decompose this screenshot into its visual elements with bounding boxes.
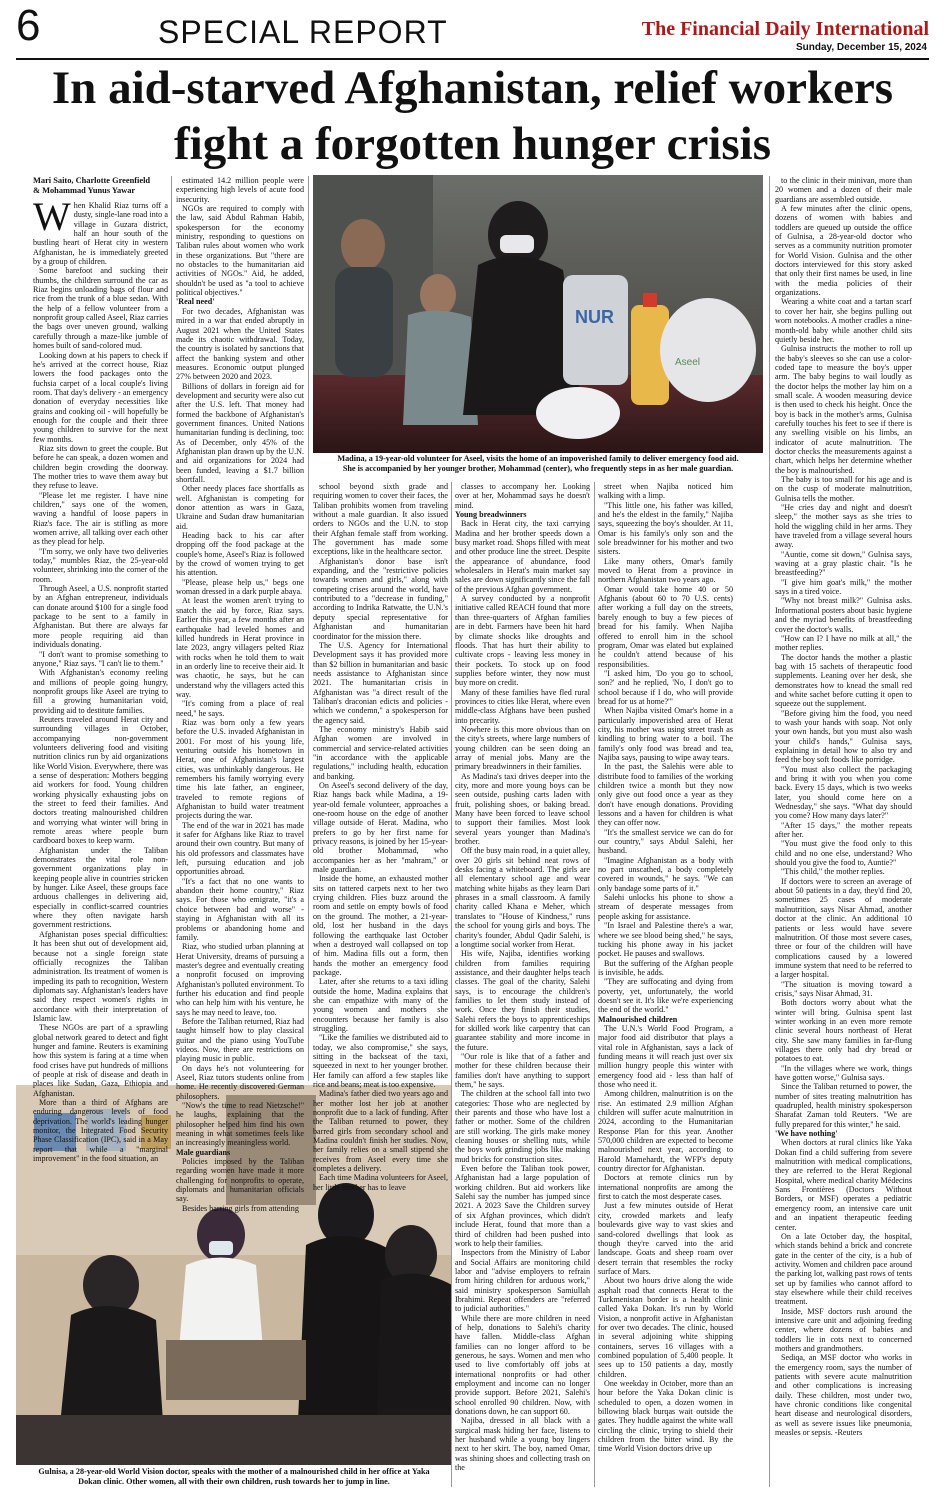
- article-column-4: [455, 482, 590, 1487]
- article-column-3: [313, 482, 448, 1192]
- caption-top-line-2: She is accompanied by her younger brother, Mohammad (center), who frequently steps in as her male guardian.: [342, 463, 734, 473]
- headline-line-2: fight a forgotten hunger crisis: [173, 118, 772, 170]
- paragraph: A few minutes after the clinic opens, dozens of women with babies and toddlers are queued up outside the office of Gulnisa, a 28-year-old doctor who serves as a community nutrition promoter for World Vision. Gulnisa and the other doctors interviewed for this story asked that only their first names be used, in line with the media policies of their organizations.: [775, 204, 912, 298]
- paragraph: school beyond sixth grade and requiring women to cover their faces, the Taliban prohibits women from traveling without a male guardian. It also issued orders to NGOs and the U.N. to stop their Afghan female staff from working. The government has made some exceptions, like in the healthcare sector.: [313, 482, 448, 557]
- paragraph: These NGOs are part of a sprawling global network geared to detect and fight hunger and famine. Reuters is examining how this system is faring at a time when food crises have put hundreds of millions of people at risk of disease and death in places like Sudan, Gaza, Ethiopia and Afghanistan.: [33, 1023, 168, 1098]
- paragraph: Gulnisa instructs the mother to roll up the baby's sleeves so she can use a color-coded tape to measure the boy's upper arm. The baby begins to wail loudly as the doctor helps the mother lay him on a small scale. A wooden measuring device is then used to check his height. Once the boy is back in the mother's arms, Gulnisa carefully touches his feet to see if there is any swelling visible on his limbs, an indicator of acute malnutrition. The doctor checks the measurements against a chart, which helps her determine whether the boy is malnourished.: [775, 344, 912, 475]
- paragraph: "It's coming from a place of real need," he says.: [176, 699, 304, 718]
- paragraph: "Our role is like that of a father and mother for these children because their families don't have anything to support them," he says.: [455, 1051, 590, 1089]
- byline: [33, 176, 168, 196]
- paragraph: The end of the war in 2021 has made it safer for Afghans like Riaz to travel around their own country. But many of his old professors and classmates have left, pursuing education and job opportunities abroad.: [176, 820, 304, 877]
- paragraph: But the suffering of the Afghan people is invisible, he adds.: [598, 958, 733, 977]
- photo-madina-family: [313, 175, 763, 453]
- paragraph: Back in Herat city, the taxi carrying Madina and her brother speeds down a busy market road. Shops filled with meat and other produce line the street. Despite the appearance of abundance, food wholesalers in Herat's main market say sales are down significantly since the fall of the previous Afghan government.: [455, 519, 590, 594]
- paragraph: A survey conducted by a nonprofit initiative called REACH found that more than three-quarters of Afghan families are in debt. Farmers have been hit hard by climate shocks like droughts and floods. That has hurt their ability to cultivate crops - leaving less money in their pockets. To stock up on food supplies before winter, they now must buy more on credit.: [455, 594, 590, 688]
- paragraph: Just a few minutes outside of Herat city, crowded markets and leafy boulevards give way to vast skies and sand-colored dwellings that look as though they're carved into the arid landscape. Goats and sheep roam over desert terrain that resembles the rocky surface of Mars.: [598, 1201, 733, 1276]
- masthead: [0, 0, 945, 62]
- paragraph: Through Aseel, a U.S. nonprofit started by an Afghan entrepreneur, individuals can donate around $100 for a single food package to be sent to a family in Afghanistan. But there are always far more people requiring aid than individuals donating.: [33, 584, 168, 650]
- paragraph: Off the busy main road, in a quiet alley, over 20 girls sit behind neat rows of desks facing a whiteboard. The girls are all elementary school age and wear matching white hijabs as they learn Dari phrases in a small classroom. A family charity called Khana e Meher, which translates to "House of Kindness," runs the school for young girls and boys. The charity's founder, Abdul Qadir Salehi, is a longtime social worker from Herat.: [455, 846, 590, 949]
- subheading: Young breadwinners: [455, 510, 527, 520]
- headline: [0, 60, 945, 172]
- paragraph: For two decades, Afghanistan was mired in a war that ended abruptly in August 2021 when the United States made its chaotic withdrawal. Today, the country is isolated by sanctions that affect the banking system and other measures. Economic output plunged 27% between 2020 and 2023.: [176, 306, 304, 382]
- paragraph: Besides barring girls from attending: [182, 1203, 299, 1213]
- paragraph: Doctors at remote clinics run by international nonprofits are among the first to catch the most desperate cases.: [598, 1173, 733, 1202]
- paragraph: When Najiba visited Omar's home in a particularly impoverished area of Herat city, his mother was using street trash as kindling to bring water to a boil. The family's only food was bread and tea, Najiba says, pausing to wipe away tears.: [598, 706, 733, 762]
- column-divider: [769, 176, 770, 1487]
- paragraph: Looking down at his papers to check if he's arrived at the correct house, Riaz lowers the food packages onto the fuchsia carpet of a local couple's living room. That day's delivery - an emergency donation of everyday necessities like grains and cooking oil - will hopefully be enough for the couple and their three young children to survive for the next few months.: [33, 350, 168, 444]
- paragraph: "You must give the food only to this child and no one else, understand? Who should you give the food to, Auntie?": [775, 839, 912, 868]
- article-column-2: [176, 176, 304, 1213]
- paragraph: The economy ministry's Habib said Afghan women are involved in commercial and service-related activities "in accordance with the applicable regulations," including health, education and banking.: [313, 724, 448, 781]
- paragraph: On a late October day, the hospital, which stands behind a brick and concrete gate in the center of the city, is a hub of activity. Women and children pace around the parking lot, walking past rows of tents set up by families who cannot afford to stay elsewhere while their child receives treatment.: [775, 1231, 912, 1307]
- paragraph: As Madina's taxi drives deeper into the city, more and more young boys can be seen outside, pushing carts laden with fruit, polishing shoes, or baking bread. Many have been forced to leave school to support their families. Most look several years younger than Madina's brother.: [455, 771, 590, 847]
- paragraph: When doctors at rural clinics like Yaka Dokan find a child suffering from severe malnutrition with medical complications, they are referred to the Herat Regional Hospital, where medical charity Médecins Sans Frontières (Doctors Without Borders, or MSF) operates a pediatric emergency room, an intensive care unit and an inpatient therapeutic feeding center.: [775, 1138, 912, 1232]
- subheading: 'We have nothing': [775, 1129, 838, 1139]
- paragraph: With Afghanistan's economy reeling and millions of people going hungry, nonprofit groups like Aseel are trying to fill a growing humanitarian void, providing aid to destitute families.: [33, 668, 168, 715]
- paragraph: Policies imposed by the Taliban regarding women have made it more challenging for nonprofits to operate, diplomats and humanitarian officials say.: [176, 1157, 304, 1204]
- paragraph: Salehi unlocks his phone to show a stream of desperate messages from people asking for assistance.: [598, 893, 733, 921]
- paragraph: Riaz, who studied urban planning at Herat University, dreams of pursuing a master's degree and eventually creating a nonprofit focused on improving Afghanistan's polluted environment. To further his education and find people who can help him with his venture, he says he may need to leave, too.: [176, 942, 304, 1017]
- paragraph: "Imagine Afghanistan as a body with no part unscathed, a body completely covered in wounds," he says. "We can only bandage some parts of it.": [598, 855, 733, 893]
- paragraph: When Khalid Riaz turns off a dusty, single-lane road into a village in Guzara district, half an hour south of the bustling heart of Herat city in western Afghanistan, he is immediately greeted by a group of children.: [33, 194, 168, 267]
- paragraph: On days he's not volunteering for Aseel, Riaz tutors students online from home. He recently discovered German philosophers.: [176, 1063, 304, 1101]
- paragraph: Inside, MSF doctors rush around the intensive care unit and adjoining feeding center, where dozens of babies and toddlers lie in cots next to concerned mothers and grandmothers.: [775, 1306, 912, 1353]
- article-column-6: [775, 176, 912, 1487]
- photo-caption-top: [310, 454, 766, 473]
- photo-caption-bottom: [14, 1467, 454, 1486]
- subheading: Malnourished children: [598, 1014, 678, 1024]
- paragraph: "In Israel and Palestine there's a war, where we see blood being shed," he says, tucking his phone away in his jacket pocket. He pauses and swallows.: [598, 921, 733, 959]
- paragraph: "You must also collect the packaging and bring it with you when you come back. Every 15 days, which is two weeks later, you should come here on a Wednesday," she says. "What day should you come? How many days later?": [775, 764, 912, 821]
- paragraph: "Why not breast milk?" Gulnisa asks. Informational posters about basic hygiene and the myriad benefits of breastfeeding cover the doctor's walls.: [775, 596, 912, 634]
- paragraph: The baby is too small for his age and is on the cusp of moderate malnutrition, Gulnisa tells the mother.: [775, 475, 912, 503]
- paragraph: While there are more children in need of help, donations to Salehi's charity have fallen. Middle-class Afghan families can no longer afford to be generous, he says. Women and men who used to live comfortably off jobs at international nonprofits or had other employment and income can no longer provide support. Before 2021, Salehi's school enrolled 90 children. Now, with donations down, he can support 60.: [455, 1313, 590, 1417]
- paragraph: His wife, Najiba, identifies working children from families requiring assistance, and their daughter helps teach classes. The goal of the charity, Salehi says, is to encourage the children's families to let them study instead of work. Once they finish their studies, Salehi refers the boys to apprenticeships for skilled work like carpentry that can guarantee stability and more income in the future.: [455, 949, 590, 1052]
- paragraph: Since the Taliban returned to power, the number of sites treating malnutrition has quadrupled, health ministry spokesperson Sharafat Zaman told Reuters. "We are fully prepared for this winter," he said.: [775, 1082, 912, 1129]
- paragraph: street when Najiba noticed him walking with a limp.: [598, 482, 733, 501]
- subheading: Male guardians: [176, 1147, 231, 1157]
- paragraph: "I asked him, 'Do you go to school, son?' and he replied, 'No, I don't go to school because if I do, who will provide bread for us at home?'": [598, 668, 733, 706]
- article-column-5: [598, 482, 733, 1487]
- paragraph: "Like the families we distributed aid to today, we also compromise," she says, sitting in the backseat of the taxi, squeezed in next to her younger brother. Her family can afford a few staples like rice and beans; meat is too expensive.: [313, 1033, 448, 1089]
- photo-illustration: [313, 175, 763, 453]
- paragraph: Among children, malnutrition is on the rise. An estimated 2.9 million Afghan children will suffer acute malnutrition in 2024, according to the Humanitarian Response Plan for this year. Another 570,000 children are expected to become malnourished next year, according to Harold Mamehardt, the WFP's deputy country director for Afghanistan.: [598, 1089, 733, 1174]
- paragraph: "I'm sorry, we only have two deliveries today," mumbles Riaz, the 25-year-old volunteer, shrinking into the corner of the room.: [33, 546, 168, 584]
- byline-line-1: Mari Saito, Charlotte Greenfield: [33, 176, 151, 185]
- paragraph: Billions of dollars in foreign aid for development and security were also cut after the U.S. left. That money had formed the backbone of Afghanistan's government finances. United Nations humanitarian funding is declining, too: As of December, only 45% of the Afghanistan plan drawn up by the U.N. and aid organizations for 2024 had been funded, leaving a $1.7 billion shortfall.: [176, 381, 304, 484]
- paragraph: Riaz was born only a few years before the U.S. invaded Afghanistan in 2001. For most of his young life, venturing outside his hometown in Herat, one of Afghanistan's largest cities, was unthinkably dangerous. He remembers his family worrying every time his late father, an engineer, traveled to remote regions of Afghanistan to build water treatment projects during the war.: [176, 717, 304, 821]
- paragraph: Many of these families have fled rural provinces to cities like Herat, where even middle-class Afghans have been pushed into precarity.: [455, 687, 590, 725]
- paragraph: "It's a fact that no one wants to abandon their home country," Riaz says. For those who emigrate, "it's a choice between bad and worse" - staying in Afghanistan with all its problems or abandoning home and family.: [176, 876, 304, 942]
- caption-top-line-1: Madina, a 19-year-old volunteer for Aseel, visits the home of an impoverished family to deliver emergency food aid.: [337, 454, 739, 463]
- paragraph: "It's the smallest service we can do for our country," says Abdul Salehi, her husband.: [598, 827, 733, 856]
- paragraph: "In the villages where we work, things have gotten worse," Gulnisa says.: [775, 1063, 912, 1082]
- paragraph: "I give him goat's milk," the mother says in a tired voice.: [775, 577, 912, 597]
- newspaper-name: The Financial Daily International: [641, 18, 929, 40]
- headline-line-1: In aid-starved Afghanistan, relief workers: [51, 62, 894, 114]
- sack-label: NUR: [575, 307, 614, 327]
- paragraph: classes to accompany her. Looking over at her, Mohammad says he doesn't mind.: [455, 482, 590, 510]
- paragraph: Later, after she returns to a taxi idling outside the home, Madina explains that she can empathize with many of the young women and mothers she encounters because her family is also struggling.: [313, 977, 448, 1033]
- column-divider: [451, 482, 452, 1487]
- caption-bottom-line-2: Dokan clinic. Other women, all with their own children, rush towards her to jump in line.: [78, 1476, 390, 1486]
- paragraph: "He cries day and night and doesn't sleep," the mother says as she tries to hold the wiggling child in her arms. They have traveled from a village several hours away.: [775, 503, 912, 550]
- paragraph: Afghanistan under the Taliban demonstrates the vital role non-government organizations play in keeping people alive in countries stricken by hunger. Like Aseel, these groups face arduous challenges in delivering aid, especially in conflict-scarred countries where they often navigate harsh government restrictions.: [33, 845, 168, 930]
- paragraph: "This little one, his father was killed, and he's the eldest in the family," Najiba says, squeezing the boy's shoulder. At 11, Omar is his family's only son and the sole breadwinner for his mother and two sisters.: [598, 500, 733, 557]
- paragraph: to the clinic in their minivan, more than 20 women and a dozen of their male guardians are assembled outside.: [775, 176, 912, 204]
- issue-date: Sunday, December 15, 2024: [796, 42, 927, 53]
- column-divider: [171, 176, 172, 1081]
- paragraph: The U.S. Agency for International Development says it has provided more than $2 billion in humanitarian and basic needs assistance to Afghanistan since 2021. The humanitarian crisis in Afghanistan was "a direct result of the Taliban's draconian edicts and policies - which we condemn," a spokesperson for the agency said.: [313, 640, 448, 725]
- paragraph: The doctor hands the mother a plastic bag with 15 sachets of therapeutic food supplements. Leaning over her desk, she demonstrates how to knead the small red and white sachet before cutting it open to squeeze out the supplement.: [775, 652, 912, 709]
- paragraph: Even before the Taliban took power, Afghanistan had a large population of working children. But aid workers like Salehi say the number has jumped since 2021. A 2023 Save the Children survey of six Afghan provinces, which didn't include Herat, found that more than a third of children had been pushed into work to help their families.: [455, 1164, 590, 1248]
- paragraph: One weekday in October, more than an hour before the Yaka Dokan clinic is scheduled to open, a dozen women in billowing black burqas wait outside the gates. They huddle against the white wall circling the clinic, trying to shield their children from the bitter wind. By the time World Vision doctors drive up: [598, 1379, 733, 1454]
- drop-cap: W: [33, 194, 71, 239]
- paragraph: "After 15 days," the mother repeats after her.: [775, 820, 912, 840]
- section-title: SPECIAL REPORT: [158, 14, 448, 50]
- byline-line-2: & Mohammad Yunus Yawar: [33, 186, 136, 195]
- paragraph: Inspectors from the Ministry of Labor and Social Affairs are monitoring child labor and "advise employers to refrain from hiring children for arduous work," said ministry spokesperson Samiullah Ibrahimi. Repeat offenders are "referred to judicial authorities.": [455, 1248, 590, 1314]
- page-number: 6: [16, 1, 41, 50]
- paragraph: Omar would take home 40 or 50 Afghanis (about 60 to 70 U.S. cents) after working a full day on the streets, barely enough to buy a few pieces of bread for his family. When Najiba offered to enroll him in the school program, Omar was elated but explained he couldn't attend because of his responsibilities.: [598, 584, 733, 669]
- paragraph: "Please, please help us," begs one woman dressed in a dark purple abaya.: [176, 577, 304, 597]
- paragraph: estimated 14.2 million people were experiencing high levels of acute food insecurity.: [176, 176, 304, 204]
- paragraph: Najiba, dressed in all black with a surgical mask hiding her face, listens to her husband while a young boy lingers next to her skirt. The boy, named Omar, was shining shoes and collecting trash on the: [455, 1416, 590, 1473]
- paragraph: Like many others, Omar's family moved to Herat from a province in northern Afghanistan two years ago.: [598, 556, 733, 585]
- paragraph: If doctors were to screen an average of about 50 patients in a day, they'd find 20, sometimes 25 cases of moderate malnutrition, says Nisar Ahmad, another doctor at the clinic. An additional 10 patients or less would have severe malnutrition. Of those most severe cases, three or four of the children will have complications caused by a lowered immune system that need to be referred to a larger hospital.: [775, 876, 912, 980]
- subheading: 'Real need': [176, 297, 215, 307]
- paragraph: "Before giving him the food, you need to wash your hands with soap. Not only your own hands, but you must also wash your child's hands," Gulnisa says, explaining in detail how to also try and feed the boy soft foods like porridge.: [775, 708, 912, 765]
- paragraph: The U.N.'s World Food Program, a major food aid distributor that plays a vital role in Afghanistan, says a lack of funding means it will reach just over six million hungry people this winter with emergency food aid - less than half of those who need it.: [598, 1023, 733, 1089]
- paragraph: Other needy places face shortfalls as well. Afghanistan is competing for donor attention as wars in Gaza, Ukraine and Sudan draw humanitarian aid.: [176, 484, 304, 531]
- article-column-1: [33, 176, 168, 1164]
- paragraph: Inside the home, an exhausted mother sits on tattered carpets next to her two crying children. Flies buzz around the room and settle on empty bowls of food on the ground. The mother, a 21-year-old, lost her husband in the days following the earthquake last October when a destroyed wall collapsed on top of him. Madina fills out a form, then hands the mother an emergency food package.: [313, 874, 448, 977]
- paragraph: "I don't want to promise something to anyone," Riaz says. "I can't lie to them.": [33, 649, 168, 668]
- paragraph: Some barefoot and sucking their thumbs, the children surround the car as Riaz begins unloading bags of flour and rice from the trunk of a blue sedan. With the help of a fellow volunteer from a nonprofit group called Aseel, Riaz carries the bags over uneven ground, walking carefully through a maze-like jumble of homes built of sand-colored mud.: [33, 266, 168, 351]
- paragraph: "The situation is moving toward a crisis," says Nisar Ahmad, 31.: [775, 979, 912, 998]
- paragraph: More than a third of Afghans are enduring dangerous levels of food deprivation. The world's leading hunger monitor, the Integrated Food Security Phase Classification (IPC), said in a May report that while a "marginal improvement" in the food situation, an: [33, 1098, 168, 1164]
- paragraph: Sediqa, an MSF doctor who works in the emergency room, says the number of patients with severe acute malnutrition and other complications is increasing daily. These children, most under two, have chronic conditions like congenital heart disease and neurological disorders, as well as severe issues like pneumonia, measles or sepsis. -Reuters: [775, 1353, 912, 1438]
- paragraph: NGOs are required to comply with the law, said Abdul Rahman Habib, spokesperson for the economy ministry, responding to questions on Taliban rules about women who work in these organizations. But "there are no obstacles to the humanitarian aid activities of NGOs." Aid, he added, shouldn't be used as "a tool to achieve political objectives.": [176, 204, 304, 298]
- paragraph: Afghanistan's donor base isn't expanding, and the "restrictive policies towards women and girls," along with competing crises around the world, have contributed to a "decrease in funding," according to Indrika Ratwatte, the U.N.'s deputy special representative for Afghanistan and humanitarian coordinator for the mission there.: [313, 556, 448, 641]
- caption-bottom-line-1: Gulnisa, a 28-year-old World Vision doctor, speaks with the mother of a malnourished child in her office at Yaka: [38, 1467, 430, 1476]
- bag-label: Aseel: [675, 357, 701, 368]
- paragraph: "Now's the time to read Nietzsche!" he laughs, explaining that the philosopher helped him find his own meaning in what sometimes feels like an increasingly meaningless world.: [176, 1101, 304, 1148]
- paragraph: Both doctors worry about what the winter will bring. Gulnisa spent last winter working in an even more remote clinic several hours northeast of Herat city. She saw many families in far-flung villages there only had dry bread or potatoes to eat.: [775, 998, 912, 1064]
- paragraph: Before the Taliban returned, Riaz had taught himself how to play classical guitar and the piano using YouTube videos. Now, there are restrictions on playing music in public.: [176, 1016, 304, 1064]
- paragraph: Riaz sits down to greet the couple. But before he can speak, a dozen women and children begin crowding the doorway. The mother tries to wave them away but they refuse to leave.: [33, 443, 168, 491]
- paragraph: Reuters traveled around Herat city and surrounding villages in October, accompanying non-government volunteers delivering food and visiting nutrition clinics run by aid organizations like World Vision. Everywhere, there was a sense of desperation: Mothers begging aid workers for food. Young children working physically exhausting jobs on the street to feed their families. And doctors treating malnourished children and worrying what winter will bring in remote areas where people burn cardboard boxes to keep warm.: [33, 714, 168, 846]
- column-divider: [308, 176, 309, 1081]
- paragraph: Heading back to his car after dropping off the food package at the couple's home, Aseel's Riaz is followed by the crowd of women trying to get his attention.: [176, 531, 304, 578]
- paragraph: "Auntie, come sit down," Gulnisa says, waving at a gray plastic chair. "Is he breastfeeding?": [775, 549, 912, 578]
- column-divider: [594, 482, 595, 1487]
- paragraph: The children at the school fall into two categories: Those who are neglected by their parents and those who have lost a father or mother. Some of the children are still working. The girls make money cleaning houses or shelling nuts, while the boys work grinding jobs like making mud bricks for construction sites.: [455, 1089, 590, 1164]
- paragraph: Wearing a white coat and a tartan scarf to cover her hair, she begins pulling out worn notebooks. A mother cradles a nine-month-old baby while another child sits quietly beside her.: [775, 297, 912, 344]
- paragraph: Nowhere is this more obvious than on the city's streets, where large numbers of young children can be seen doing an array of menial jobs. Many are the primary breadwinners in their families.: [455, 724, 590, 772]
- paragraph: Each time Madina volunteers for Aseel, her little brother has to leave: [313, 1173, 448, 1192]
- paragraph: "Please let me register. I have nine children," says one of the women, waving a handful of loose papers in Riaz's face. The air is stifling as more women arrive, all talking over each other as they plead for help.: [33, 490, 168, 547]
- paragraph: "They are suffocating and dying from poverty, yet, unfortunately, the world doesn't see it. It's like we're experiencing the end of the world.": [598, 977, 733, 1015]
- paragraph: "This child," the mother replies.: [781, 867, 885, 877]
- paragraph: On Aseel's second delivery of the day, Riaz hangs back while Madina, a 19-year-old female volunteer, approaches a one-room house on the edge of another village outside of Herat. Madina, who prefers to go by her first name for privacy reasons, is joined by her 15-year-old brother Mohammad, who accompanies her as her "mahram," or male guardian.: [313, 781, 448, 875]
- paragraph: At least the women aren't trying to snatch the aid by force, Riaz says. Earlier this year, a few months after an earthquake had leveled homes and killed hundreds in Herat province in late 2023, angry villagers pelted Riaz with rocks when he told them to wait in an orderly line to receive their aid. It was chaotic, he says, but he can understand why the villagers acted this way.: [176, 596, 304, 699]
- paragraph: Afghanistan poses special difficulties: It has been shut out of development aid, because not a single foreign state officially recognizes the Taliban administration. Its treatment of women is impeding its path to recognition, Western diplomats say. Afghanistan's leaders have said they respect women's rights in accordance with their interpretation of Islamic law.: [33, 929, 168, 1023]
- paragraph: Madina's father died two years ago and her mother lost her job at another nonprofit due to a lack of funding. After the Taliban returned to power, they barred girls from secondary school and Madina couldn't finish her studies. Now, her family relies on a small stipend she receives from Aseel every time she completes a delivery.: [313, 1089, 448, 1174]
- paragraph: In the past, the Salehis were able to distribute food to families of the working children twice a month but they now only give out food once a year as they don't have enough donations. Providing lessons and a haven for children is what they can offer now.: [598, 762, 733, 828]
- paragraph: "How can I? I have no milk at all," the mother replies.: [775, 633, 912, 653]
- paragraph: About two hours drive along the wide asphalt road that connects Herat to the Turkmenistan border is a health clinic called Yaka Dokan. It's run by World Vision, a nonprofit active in Afghanistan for over two decades. The clinic, housed in several adjoining white shipping containers, serves 16 villages with a combined population of 5,400 people. It sees up to 150 patients a day, mostly children.: [598, 1276, 733, 1379]
